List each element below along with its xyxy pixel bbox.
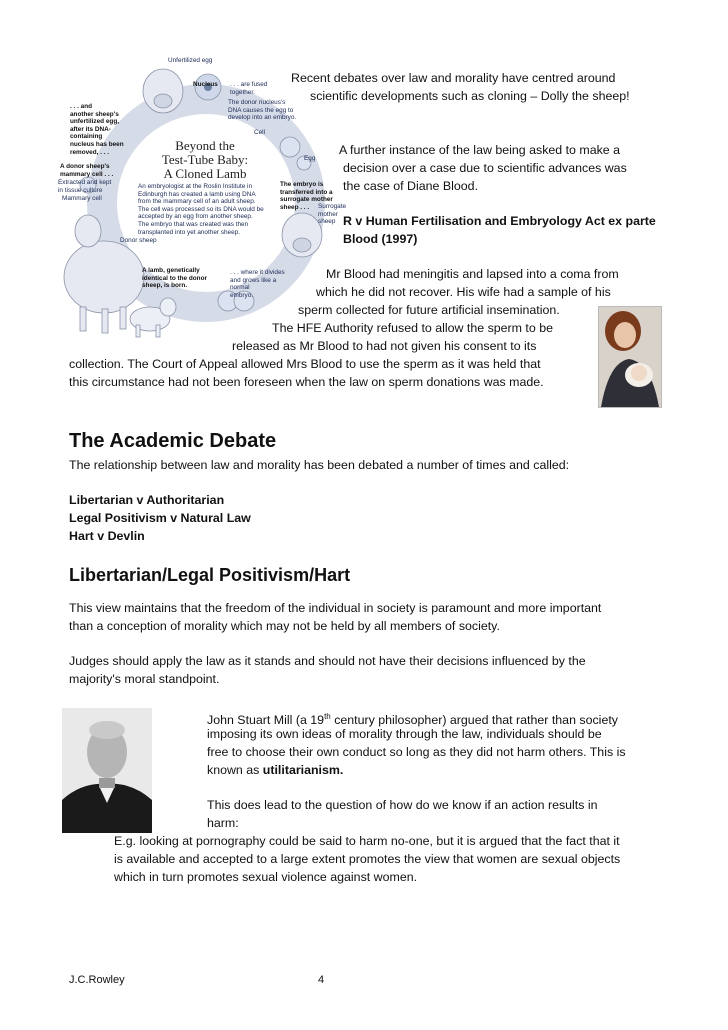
case-title-line-2: Blood (1997) (343, 232, 418, 246)
diagram-label-donor-nucleus: The donor nucleus's DNA causes the egg to develop into an embryo. (228, 99, 297, 122)
intro-line-2: scientific developments such as cloning – Dolly the sheep! (310, 89, 630, 103)
mill-line-1-sup: th (324, 712, 331, 721)
diagram-label-donor-mammary: A donor sheep's mammary cell . . . (60, 163, 114, 178)
libertarian-p1-line-1: This view maintains that the freedom of the individual in society is paramount and more important (69, 601, 602, 615)
example-line-3: which in turn promotes sexual violence against women. (114, 870, 418, 884)
cell-illustration (280, 137, 300, 157)
debate-item-2: Legal Positivism v Natural Law (69, 511, 251, 525)
diane-intro-line-2: decision over a case due to scientific advances was (343, 161, 627, 175)
diane-intro-line-3: the case of Diane Blood. (343, 179, 479, 193)
blood-para-line-2: which he did not recover. His wife had a sample of his (316, 285, 611, 299)
diagram-label-lamb: A lamb, genetically identical to the donor sheep, is born. (142, 267, 207, 290)
diagram-label-unfertilized-egg: Unfertilized egg (168, 57, 213, 64)
blood-para-line-7: this circumstance had not been foreseen when the law on sperm donations was made. (69, 375, 544, 389)
case-title-line-1: R v Human Fertilisation and Embryology Act ex parte (343, 214, 656, 228)
mill-line-1-b: century philosopher) argued that rather than society (330, 713, 618, 728)
utilitarianism-term: utilitarianism. (262, 763, 344, 777)
surrogate-sheep-illustration (282, 213, 322, 257)
diagram-label-cell: Cell (254, 129, 266, 136)
blood-para-line-5: released as Mr Blood to had not given his consent to its (232, 339, 537, 353)
libertarian-p2-line-1: Judges should apply the law as it stands and should not have their decisions influenced by the (69, 654, 586, 668)
blood-para-line-4: The HFE Authority refused to allow the sperm to be (272, 321, 553, 335)
diagram-label-donor-sheep: Donor sheep (120, 237, 157, 244)
intro-line-1: Recent debates over law and morality have centred around (291, 71, 616, 85)
mill-portrait-art (62, 708, 152, 833)
example-line-1: E.g. looking at pornography could be said to harm no-one, but it is argued that the fact that it (114, 834, 620, 848)
diagram-label-nucleus: Nucleus (193, 81, 218, 88)
debate-item-3: Hart v Devlin (69, 529, 145, 543)
example-line-2: is available and accepted to a large extent promotes the view that women are sexual objects (114, 852, 621, 866)
academic-intro: The relationship between law and morality has been debated a number of times and called: (69, 458, 570, 472)
harm-line-2: harm: (207, 816, 239, 830)
libertarian-p2-line-2: majority's moral standpoint. (69, 672, 220, 686)
footer-page-number: 4 (318, 974, 325, 986)
libertarian-p1-line-2: than a conception of morality which may not be held by all members of society. (69, 619, 500, 633)
diagram-label-embryo-transferred: The embryo is transferred into a surrogate mother sheep . . . (280, 181, 333, 211)
diagram-label-another-sheep: . . . and another sheep's unfertilized egg, after its DNA- containing nucleus has been removed, . . . (70, 103, 124, 156)
academic-debate-heading: The Academic Debate (69, 430, 277, 452)
diagram-label-fused: . . . are fused together. (230, 81, 268, 96)
libertarian-heading: Libertarian/Legal Positivism/Hart (69, 565, 351, 585)
mill-line-1-a: John Stuart Mill (a 19 (207, 713, 325, 728)
mill-line-4-a: known as (207, 763, 263, 777)
harm-line-1: This does lead to the question of how do we know if an action results in (207, 798, 598, 812)
mill-line-4 (207, 762, 343, 779)
footer-author: J.C.Rowley (69, 974, 125, 986)
diagram-label-extracted: Extracted and kept in tissue culture (58, 179, 112, 194)
diagram-label-mammary-cell: Mammary cell (62, 195, 102, 202)
blood-para-line-3: sperm collected for future artificial insemination. (298, 303, 560, 317)
diagram-title: Beyond the Test-Tube Baby: A Cloned Lamb (161, 138, 249, 181)
diane-blood-photo-art (599, 307, 661, 407)
diagram-label-surrogate: Surrogate mother sheep (318, 203, 347, 226)
egg-sheep-illustration (143, 69, 183, 113)
diagram-label-divides: . . . where it divides and grows like a normal embryo. (230, 269, 285, 299)
mill-line-3: free to choose their own conduct so long as they did not harm others. This is (207, 745, 626, 759)
diagram-label-egg: Egg (304, 155, 316, 162)
john-stuart-mill-portrait (62, 708, 152, 833)
debate-item-1: Libertarian v Authoritarian (69, 493, 225, 507)
blood-para-line-6: collection. The Court of Appeal allowed Mrs Blood to use the sperm as it was held that (69, 357, 541, 371)
blood-para-line-1: Mr Blood had meningitis and lapsed into a coma from (326, 267, 619, 281)
diane-blood-photo (598, 306, 662, 408)
diane-intro-line-1: A further instance of the law being asked to make a (339, 143, 621, 157)
diagram-label-embryologist: An embryologist at the Roslin Institute in Edinburgh has created a lamb using DNA from the mammary cell of an adult sheep. The cell was processed so its DNA would be accepted by an egg from another sheep. The embryo that was created was then transplanted into yet another sheep. (138, 183, 264, 236)
mill-line-2: imposing its own ideas of morality through the law, individuals should be (207, 727, 602, 741)
